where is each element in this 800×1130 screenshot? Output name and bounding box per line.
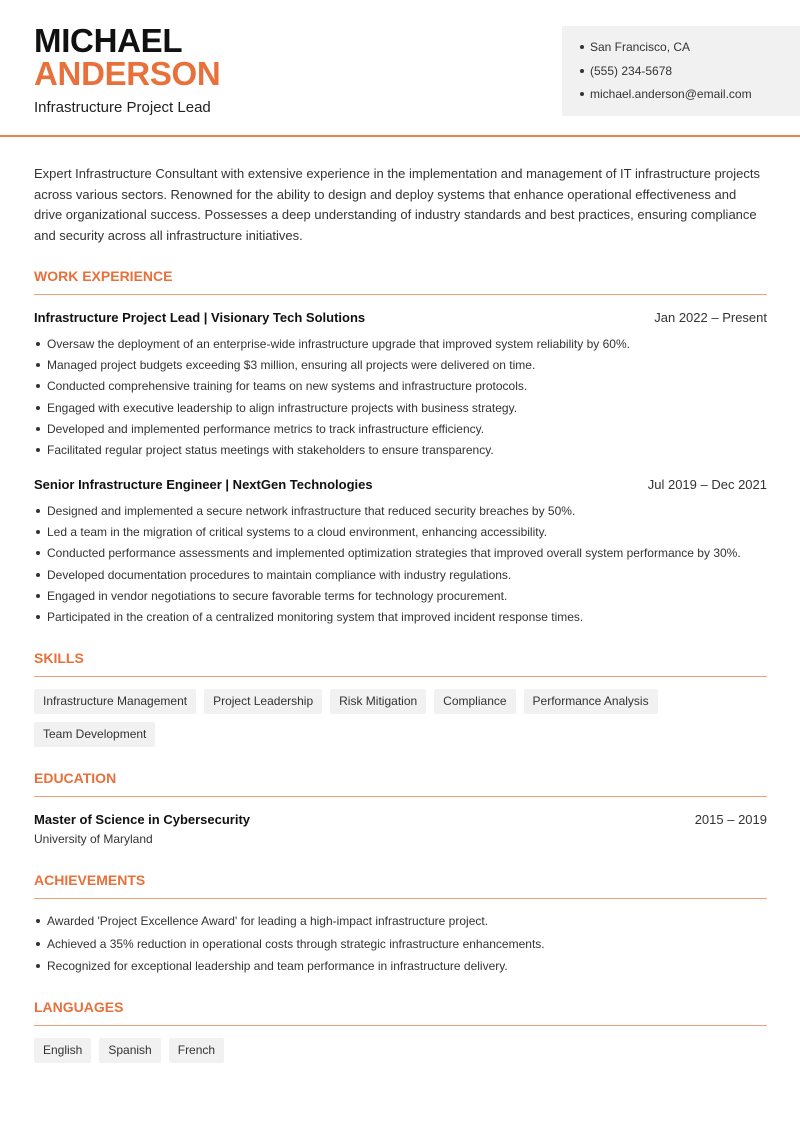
contact-location — [580, 39, 800, 63]
email-text: michael.anderson@email.com — [590, 87, 752, 101]
list-item: Participated in the creation of a centralized monitoring system that improved incident response times. — [34, 609, 767, 630]
job-bullets — [34, 503, 767, 630]
section-title-skills: SKILLS — [34, 650, 84, 666]
list-item: Managed project budgets exceeding $3 million, ensuring all projects were delivered on time. — [34, 357, 767, 378]
contact-phone — [580, 63, 800, 87]
job-dates: Jul 2019 – Dec 2021 — [647, 477, 767, 492]
education-school: University of Maryland — [34, 832, 153, 846]
list-item: Conducted comprehensive training for teams on new systems and infrastructure protocols. — [34, 378, 767, 399]
language-tag: French — [169, 1038, 224, 1063]
list-item: Developed documentation procedures to maintain compliance with industry regulations. — [34, 567, 767, 588]
skills-tags — [34, 689, 774, 747]
contact-email — [580, 86, 800, 110]
list-item: Engaged in vendor negotiations to secure favorable terms for technology procurement. — [34, 588, 767, 609]
first-name: MICHAEL — [34, 22, 183, 59]
skill-tag: Compliance — [434, 689, 515, 714]
skill-tag: Risk Mitigation — [330, 689, 426, 714]
section-title-education: EDUCATION — [34, 770, 117, 786]
bullet-icon — [580, 69, 584, 73]
section-divider — [34, 294, 767, 295]
job-title: Infrastructure Project Lead — [34, 99, 211, 116]
skill-tag: Performance Analysis — [524, 689, 658, 714]
language-tags — [34, 1038, 774, 1063]
job-header — [34, 477, 767, 492]
list-item: Engaged with executive leadership to align infrastructure projects with business strategy. — [34, 400, 767, 421]
job-header — [34, 310, 767, 325]
section-title-achievements: ACHIEVEMENTS — [34, 872, 146, 888]
list-item: Designed and implemented a secure network infrastructure that reduced security breaches by 50%. — [34, 503, 767, 524]
list-item: Led a team in the migration of critical systems to a cloud environment, enhancing accessibility. — [34, 524, 767, 545]
list-item: Conducted performance assessments and implemented optimization strategies that improved overall system performance by 30%. — [34, 545, 767, 566]
education-degree: Master of Science in Cybersecurity — [34, 812, 251, 827]
list-item: Developed and implemented performance metrics to track infrastructure efficiency. — [34, 421, 767, 442]
achievement-bullets — [34, 913, 767, 981]
skill-tag: Infrastructure Management — [34, 689, 196, 714]
summary: Expert Infrastructure Consultant with extensive experience in the implementation and management of IT infrastructure projects across various sectors. Renowned for the ability to design and deploy systems that enhance operational effectiveness and drive organizational success. Possesses a deep understanding of industry standards and best practices, ensuring compliance and security across all infrastructure initiatives. — [34, 166, 760, 243]
contact-box — [562, 26, 800, 116]
job-bullets — [34, 336, 767, 463]
section-title-work-experience: WORK EXPERIENCE — [34, 268, 173, 284]
list-item: Awarded 'Project Excellence Award' for leading a high-impact infrastructure project. — [34, 913, 767, 936]
list-item: Recognized for exceptional leadership and team performance in infrastructure delivery. — [34, 958, 767, 981]
education-dates: 2015 – 2019 — [694, 812, 767, 827]
section-divider — [34, 898, 767, 899]
bullet-icon — [580, 92, 584, 96]
skill-tag: Team Development — [34, 722, 155, 747]
section-divider — [34, 796, 767, 797]
list-item: Facilitated regular project status meetings with stakeholders to ensure transparency. — [34, 442, 767, 463]
section-title-languages: LANGUAGES — [34, 999, 124, 1015]
section-divider — [34, 1025, 767, 1026]
list-item: Oversaw the deployment of an enterprise-wide infrastructure upgrade that improved system reliability by 60%. — [34, 336, 767, 357]
bullet-icon — [580, 45, 584, 49]
list-item: Achieved a 35% reduction in operational costs through strategic infrastructure enhancements. — [34, 936, 767, 959]
job-role: Infrastructure Project Lead | Visionary Tech Solutions — [34, 310, 366, 325]
phone-text: (555) 234-5678 — [590, 63, 673, 78]
resume-header — [0, 0, 800, 137]
language-tag: Spanish — [99, 1038, 160, 1063]
section-divider — [34, 676, 767, 677]
location-text: San Francisco, CA — [590, 40, 691, 54]
last-name: ANDERSON — [34, 55, 221, 92]
job-role: Senior Infrastructure Engineer | NextGen Technologies — [34, 477, 373, 492]
skill-tag: Project Leadership — [204, 689, 322, 714]
language-tag: English — [34, 1038, 91, 1063]
job-dates: Jan 2022 – Present — [654, 310, 767, 325]
